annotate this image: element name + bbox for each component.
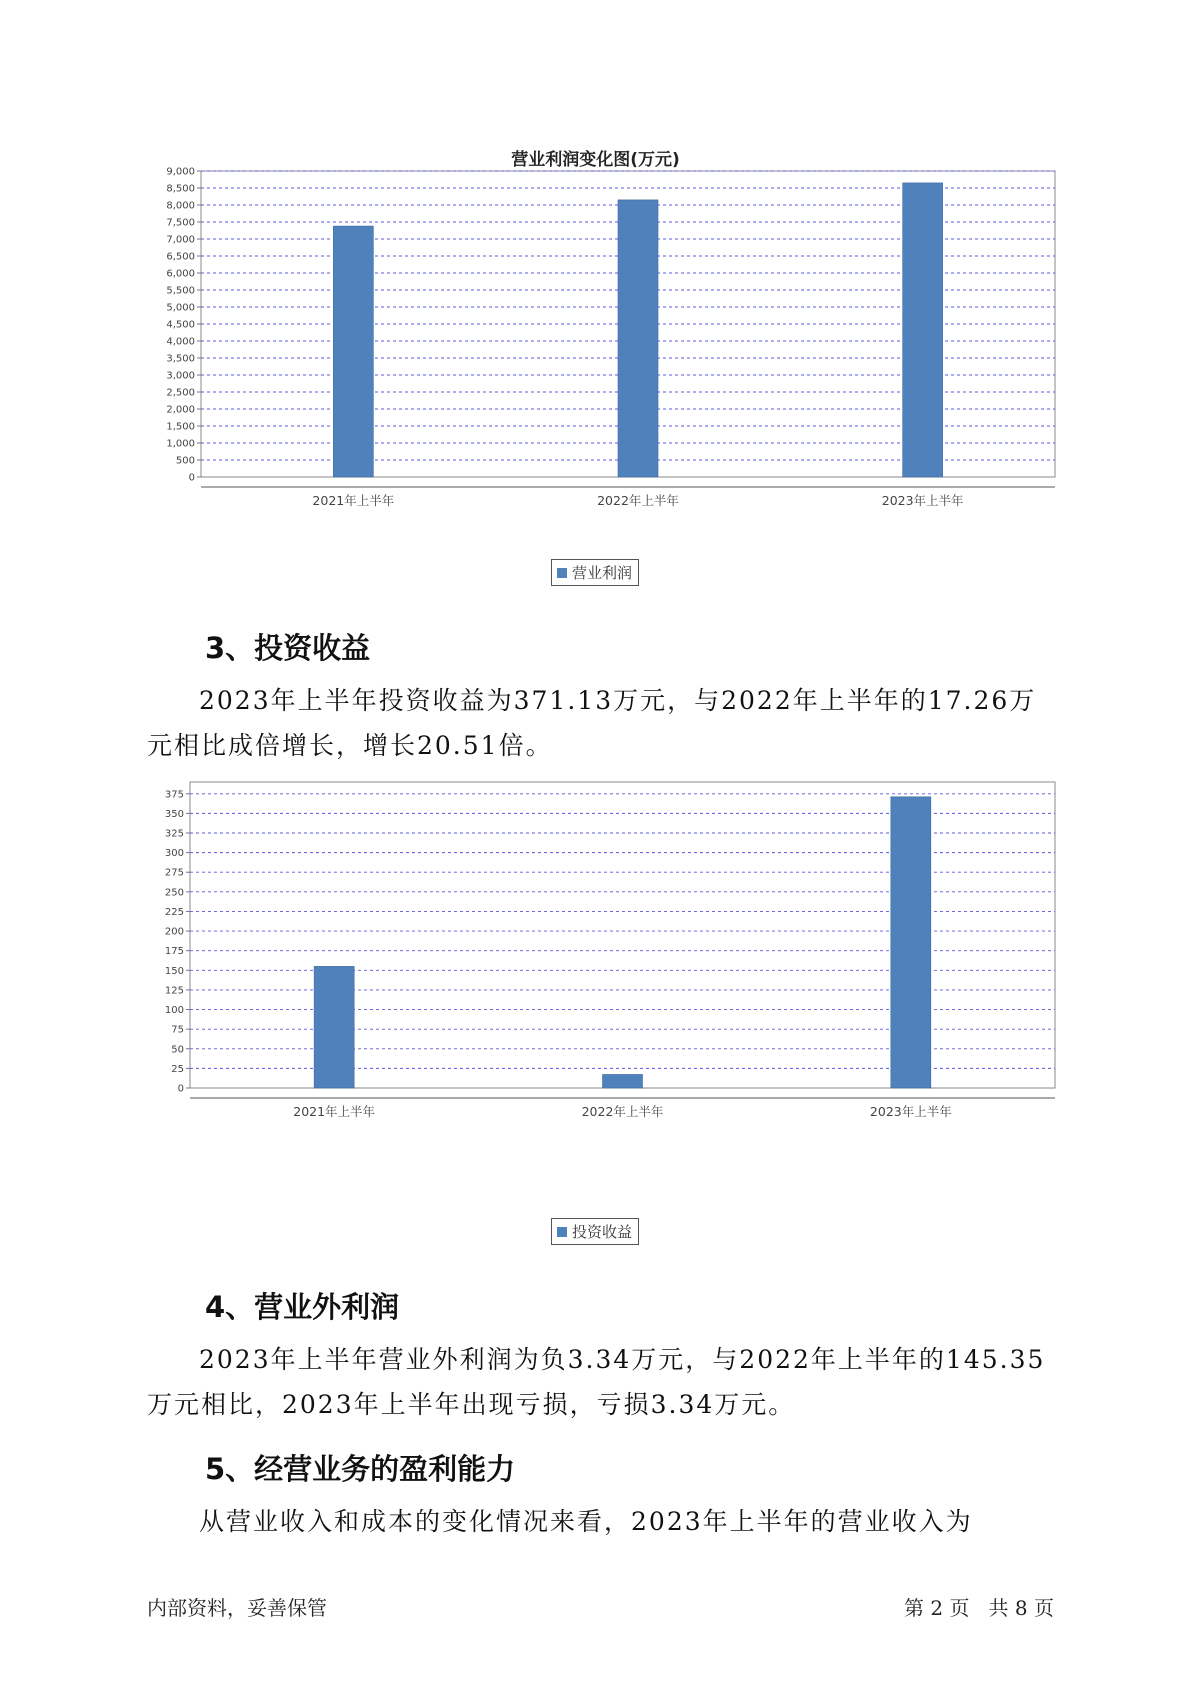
section-4-heading: 4、营业外利润 [205, 1290, 400, 1324]
y-tick-label: 0 [188, 472, 195, 484]
y-tick-label: 175 [164, 946, 184, 958]
y-tick-label: 50 [171, 1044, 184, 1056]
section-5-paragraph: 从营业收入和成本的变化情况来看，2023年上半年的营业收入为 [199, 1507, 973, 1536]
y-tick-label: 4,500 [166, 319, 195, 331]
x-tick-label: 2022年上半年 [581, 1104, 664, 1119]
y-tick-label: 4,000 [166, 336, 195, 348]
y-tick-label: 500 [175, 455, 195, 467]
legend-swatch-icon [557, 1227, 567, 1237]
y-tick-label: 1,500 [166, 421, 195, 433]
y-tick-label: 275 [164, 867, 184, 879]
x-tick-label: 2023年上半年 [881, 493, 964, 508]
bar-2021年上半年 [314, 966, 354, 1088]
section-5-heading: 5、经营业务的盈利能力 [205, 1452, 516, 1486]
operating-profit-chart [120, 166, 1020, 560]
y-tick-label: 2,500 [166, 387, 195, 399]
x-tick-label: 2022年上半年 [597, 493, 679, 508]
y-tick-label: 3,000 [166, 370, 195, 382]
y-tick-label: 375 [164, 789, 184, 801]
bar-2021年上半年 [333, 226, 373, 477]
chart1-title: 营业利润变化图(万元) [511, 150, 680, 170]
y-tick-label: 350 [164, 808, 184, 820]
bar-2023年上半年 [891, 797, 931, 1088]
bar-2022年上半年 [603, 1074, 643, 1088]
y-tick-label: 300 [164, 848, 184, 860]
y-tick-label: 5,000 [166, 302, 195, 314]
chart1-legend-label: 营业利润 [572, 564, 633, 582]
y-tick-label: 7,500 [166, 217, 195, 229]
y-tick-label: 9,000 [166, 166, 195, 178]
y-tick-label: 6,000 [166, 268, 195, 280]
y-tick-label: 0 [177, 1083, 184, 1095]
y-tick-label: 7,000 [166, 234, 195, 246]
y-tick-label: 200 [164, 926, 184, 938]
section-4-paragraph: 2023年上半年营业外利润为负3.34万元，与2022年上半年的145.35万元相比，2023年上半年出现亏损，亏损3.34万元。 [147, 1345, 1046, 1419]
section-3-heading: 3、投资收益 [205, 631, 371, 665]
y-tick-label: 250 [164, 887, 184, 899]
investment-income-chart [120, 789, 1020, 1218]
y-tick-label: 2,000 [166, 404, 195, 416]
y-tick-label: 6,500 [166, 251, 195, 263]
chart1-legend [551, 559, 639, 586]
y-tick-label: 8,000 [166, 200, 195, 212]
y-tick-label: 5,500 [166, 285, 195, 297]
y-tick-label: 25 [171, 1063, 184, 1075]
bar-2023年上半年 [903, 183, 943, 477]
chart2-legend [551, 1218, 639, 1245]
section-3-paragraph: 2023年上半年投资收益为371.13万元，与2022年上半年的17.26万元相比成倍增长，增长20.51倍。 [147, 686, 1037, 760]
footer-page-number: 第 2 页 共 8 页 [904, 1596, 1054, 1620]
y-tick-label: 325 [164, 828, 184, 840]
x-tick-label: 2021年上半年 [293, 1104, 376, 1119]
bar-2022年上半年 [618, 200, 658, 477]
chart2-legend-label: 投资收益 [572, 1223, 633, 1241]
footer-left: 内部资料，妥善保管 [147, 1596, 327, 1620]
y-tick-label: 3,500 [166, 353, 195, 365]
y-tick-label: 8,500 [166, 183, 195, 195]
y-tick-label: 100 [164, 1005, 184, 1017]
y-tick-label: 125 [164, 985, 184, 997]
y-tick-label: 1,000 [166, 438, 195, 450]
legend-swatch-icon [557, 568, 567, 578]
x-tick-label: 2023年上半年 [869, 1104, 952, 1119]
y-tick-label: 150 [164, 965, 184, 977]
y-tick-label: 225 [164, 906, 184, 918]
y-tick-label: 75 [171, 1024, 184, 1036]
x-tick-label: 2021年上半年 [312, 493, 395, 508]
